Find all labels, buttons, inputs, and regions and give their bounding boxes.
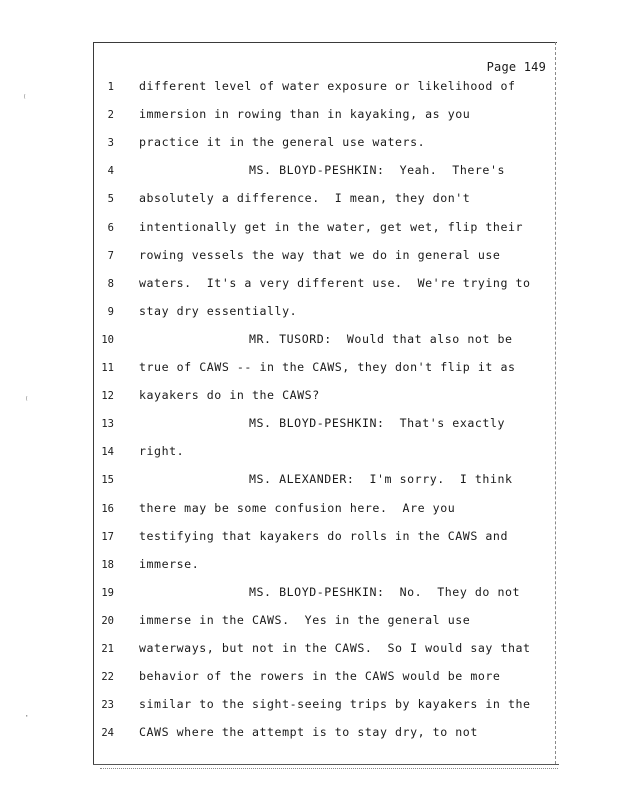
transcript-line xyxy=(0,613,618,633)
transcript-line xyxy=(0,304,618,324)
transcript-line xyxy=(0,388,618,408)
line-text: right. xyxy=(139,444,185,459)
transcript-line xyxy=(0,416,618,436)
line-number: 1 xyxy=(107,81,114,93)
line-text: MS. BLOYD-PESHKIN: That's exactly xyxy=(249,416,506,431)
line-text: MR. TUSORD: Would that also not be xyxy=(249,331,513,346)
line-number: 8 xyxy=(107,277,114,290)
line-number: 23 xyxy=(101,699,114,712)
line-text: waterways, but not in the CAWS. So I would say that xyxy=(139,641,531,655)
line-number: 12 xyxy=(101,390,114,403)
transcript-line xyxy=(0,501,618,521)
line-text: true of CAWS -- in the CAWS, they don't flip it as xyxy=(139,360,516,374)
transcript-line xyxy=(0,276,618,296)
line-text: there may be some confusion here. Are you xyxy=(139,500,456,515)
line-number: 19 xyxy=(101,586,114,599)
transcript-line xyxy=(0,557,618,577)
line-text: similar to the sight-seeing trips by kayakers in the xyxy=(139,697,531,712)
transcript-line xyxy=(0,697,618,717)
scan-mark: · xyxy=(24,712,30,722)
transcript-line xyxy=(0,360,618,380)
line-text: behavior of the rowers in the CAWS would be more xyxy=(139,669,501,684)
line-text: MS. ALEXANDER: I'm sorry. I think xyxy=(249,472,513,487)
line-text: kayakers do in the CAWS? xyxy=(139,388,320,403)
line-number: 21 xyxy=(101,643,114,655)
transcript-line xyxy=(0,669,618,689)
line-number: 7 xyxy=(107,249,114,262)
line-number: 11 xyxy=(101,362,114,374)
line-number: 4 xyxy=(107,165,114,178)
line-text: MS. BLOYD-PESHKIN: No. They do not xyxy=(249,584,521,599)
transcript-line xyxy=(0,472,618,492)
transcript-line xyxy=(0,444,618,464)
line-text: testifying that kayakers do rolls in the CAWS and xyxy=(139,528,508,543)
line-text: MS. BLOYD-PESHKIN: Yeah. There's xyxy=(249,163,506,178)
transcript-line xyxy=(0,248,618,268)
transcript-line xyxy=(0,529,618,549)
line-number: 10 xyxy=(101,333,114,346)
scan-mark: ⁽ xyxy=(24,396,30,406)
line-number: 20 xyxy=(101,614,114,627)
scan-mark: ⁽ xyxy=(22,94,28,104)
transcript-line xyxy=(0,585,618,605)
line-text: waters. It's a very different use. We're trying to xyxy=(139,275,531,290)
line-text: different level of water exposure or likelihood of xyxy=(139,79,516,93)
transcript-line xyxy=(0,163,618,183)
line-number: 3 xyxy=(107,137,114,150)
line-number: 14 xyxy=(101,446,114,459)
line-text: rowing vessels the way that we do in general use xyxy=(139,247,501,262)
line-text: CAWS where the attempt is to stay dry, to not xyxy=(139,725,478,740)
page-number: Page 149 xyxy=(486,60,546,74)
transcript-line xyxy=(0,79,618,99)
line-text: stay dry essentially. xyxy=(139,303,298,318)
transcript-line xyxy=(0,107,618,127)
line-text: absolutely a difference. I mean, they don't xyxy=(139,191,471,206)
transcript-line xyxy=(0,725,618,745)
line-text: immerse. xyxy=(139,556,200,571)
line-number: 9 xyxy=(107,305,114,318)
line-number: 6 xyxy=(107,221,114,234)
line-text: intentionally get in the water, get wet, flip their xyxy=(139,219,524,234)
line-number: 18 xyxy=(101,558,114,571)
line-text: immersion in rowing than in kayaking, as you xyxy=(139,107,471,122)
transcript-line xyxy=(0,332,618,352)
line-number: 22 xyxy=(101,671,114,684)
line-number: 2 xyxy=(107,109,114,122)
transcript-line xyxy=(0,641,618,661)
line-text: immerse in the CAWS. Yes in the general use xyxy=(139,612,471,627)
transcript-line xyxy=(0,135,618,155)
line-number: 16 xyxy=(101,502,114,515)
line-number: 24 xyxy=(101,727,114,740)
line-number: 15 xyxy=(101,474,114,487)
line-number: 5 xyxy=(107,193,114,206)
line-text: practice it in the general use waters. xyxy=(139,135,426,150)
transcript-line xyxy=(0,220,618,240)
line-number: 17 xyxy=(101,530,114,543)
line-number: 13 xyxy=(101,418,114,431)
transcript-line xyxy=(0,191,618,211)
